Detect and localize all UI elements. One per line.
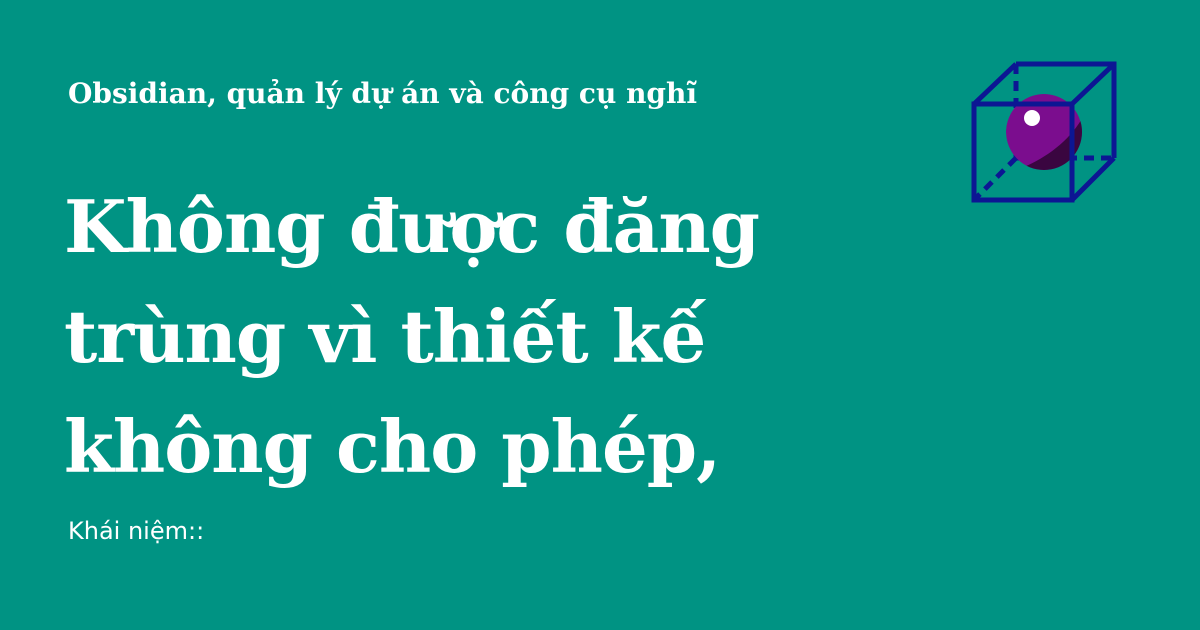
sphere-highlight [1024,110,1040,126]
cube-hidden-edge [974,158,1016,200]
cube-edge [1072,64,1114,104]
cube-edge [1072,158,1114,200]
cube-sphere-icon [964,54,1124,210]
title-line-2: trùng vì thiết kế [64,294,706,379]
title-line-3: không cho phép, [64,404,721,489]
card-subtitle: Obsidian, quản lý dự án và công cụ nghĩ [68,77,698,110]
sphere [1004,94,1089,179]
title-line-1: Không được đăng [64,184,760,269]
concept-label: Khái niệm:: [68,517,205,545]
card-title [64,172,944,502]
cube-edge [974,64,1016,104]
